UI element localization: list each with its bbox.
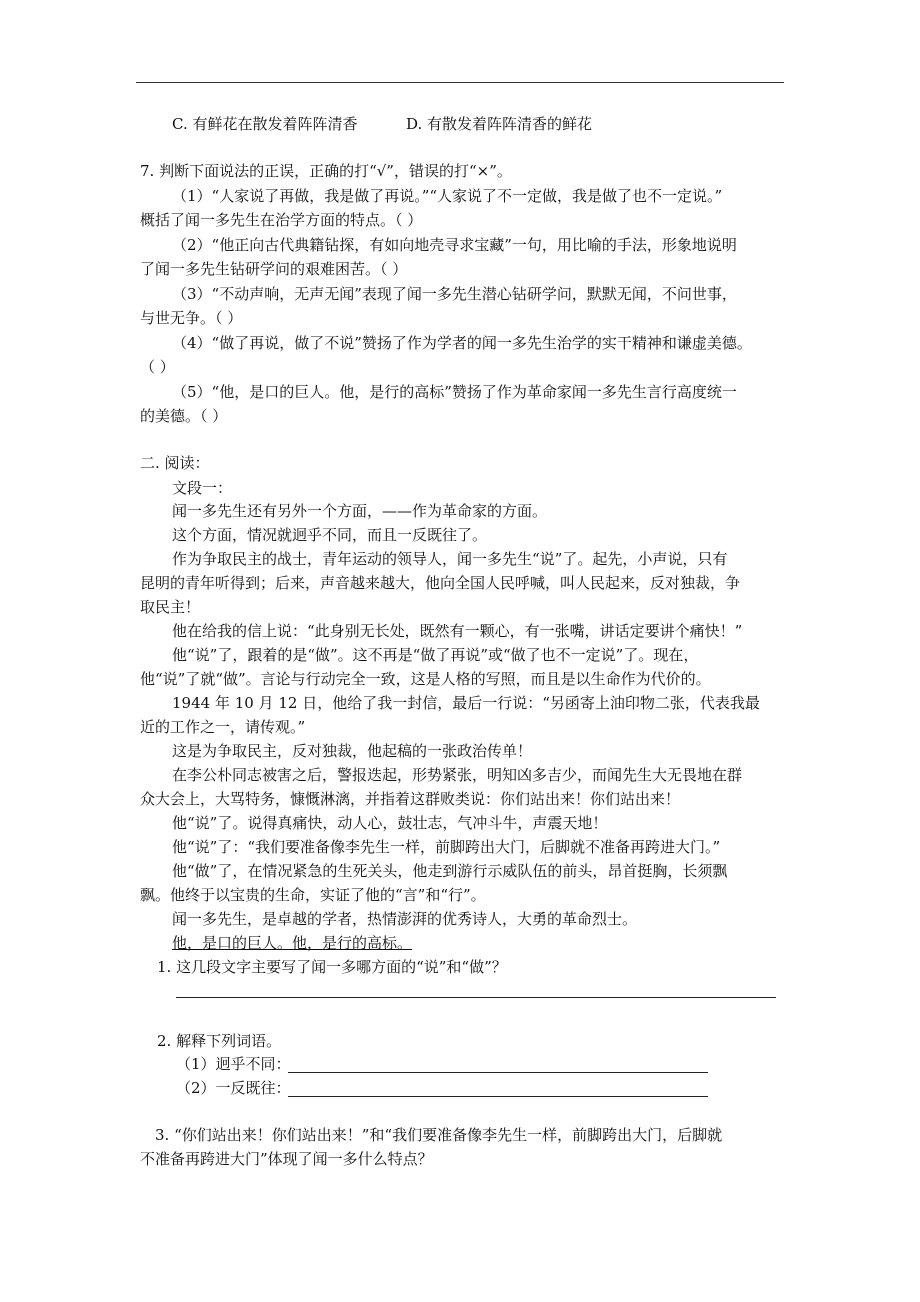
paragraph-5-line-1: 他“说”了，跟着的是“做”。这不再是“做了再说”或“做了也不一定说”了。现在， xyxy=(172,646,699,664)
paragraph-1: 闻一多先生还有另外一个方面，——作为革命家的方面。 xyxy=(172,502,548,520)
paragraph-3-line-1: 作为争取民主的战士，青年运动的领导人，闻一多先生“说”了。起先，小声说，只有 xyxy=(172,550,728,568)
q7-item-5-line-1: （5）“他，是口的巨人。他，是行的高标”赞扬了作为革命家闻一多先生言行高度统一 xyxy=(172,383,737,401)
paragraph-9: 他“说”了。说得真痛快，动人心，鼓壮志，气冲斗牛，声震天地！ xyxy=(172,814,608,832)
q7-item-3-line-1: （3）“不动声响，无声无闻”表现了闻一多先生潜心钻研学问，默默无闻，不问世事， xyxy=(172,285,737,303)
q7-item-1-line-2: 概括了闻一多先生在治学方面的特点。（ ） xyxy=(140,211,423,229)
paragraph-11-line-2: 飘。他终于以宝贵的生命，实证了他的“言”和“行”。 xyxy=(140,886,486,904)
question-2-item-1: （1）迥乎不同： xyxy=(176,1055,291,1073)
question-2-item-1-answer-line[interactable] xyxy=(288,1072,708,1073)
question-1: 1. 这几段文字主要写了闻一多哪方面的“说”和“做”？ xyxy=(157,958,507,976)
paragraph-8-line-1: 在李公朴同志被害之后，警报迭起，形势紧张，明知凶多吉少，而闻先生大无畏地在群 xyxy=(172,766,743,784)
question-3-line-2: 不准备再跨进大门”体现了闻一多什么特点？ xyxy=(140,1150,433,1168)
paragraph-10: 他“说”了：“我们要准备像李先生一样，前脚跨出大门，后脚就不准备再跨进大门。” xyxy=(172,838,721,856)
q7-item-4-line-1: （4）“做了再说，做了不说”赞扬了作为学者的闻一多先生治学的实干精神和谦虚美德。 xyxy=(172,334,752,352)
header-rule xyxy=(136,82,784,83)
q7-item-2-line-2: 了闻一多先生钻研学问的艰难困苦。（ ） xyxy=(140,260,408,278)
paragraph-7: 这是为争取民主，反对独裁，他起稿的一张政治传单！ xyxy=(172,742,533,760)
question-1-answer-line[interactable] xyxy=(176,997,776,998)
option-d: D. 有散发着阵阵清香的鲜花 xyxy=(406,115,593,133)
q7-item-2-line-1: （2）“他正向古代典籍钻探，有如向地壳寻求宝藏”一句，用比喻的手法，形象地说明 xyxy=(172,236,737,254)
paragraph-3-line-2: 昆明的青年听得到；后来，声音越来越大，他向全国人民呼喊，叫人民起来，反对独裁，争 xyxy=(140,574,741,592)
question-7-title: 7. 判断下面说法的正误，正确的打“√”，错误的打“×”。 xyxy=(140,162,512,180)
q7-item-1-line-1: （1）“人家说了再做，我是做了再说。”“人家说了不一定做，我是做了也不一定说。” xyxy=(172,187,723,205)
paragraph-3-line-3: 取民主！ xyxy=(140,598,201,616)
question-2-item-2: （2）一反既往： xyxy=(176,1079,291,1097)
question-3-line-1: 3. “你们站出来！你们站出来！”和“我们要准备像李先生一样，前脚跨出大门，后脚就 xyxy=(155,1126,723,1144)
q7-item-5-line-2: 的美德。（ ） xyxy=(140,407,228,425)
paragraph-4: 他在给我的信上说：“此身别无长处，既然有一颗心，有一张嘴，讲话定要讲个痛快！” xyxy=(172,622,743,640)
paragraph-11-line-1: 他“做”了，在情况紧急的生死关头，他走到游行示威队伍的前头，昂首挺胸，长须飘 xyxy=(172,862,728,880)
question-2-item-2-answer-line[interactable] xyxy=(288,1096,708,1097)
question-2: 2. 解释下列词语。 xyxy=(157,1032,282,1050)
reading-heading: 二. 阅读： xyxy=(140,454,210,472)
option-c: C. 有鲜花在散发着阵阵清香 xyxy=(172,115,358,133)
paragraph-8-line-2: 众大会上，大骂特务，慷慨淋漓，并指着这群败类说：你们站出来！你们站出来！ xyxy=(140,790,681,808)
paragraph-13-underlined: 他，是口的巨人。他，是行的高标。 xyxy=(172,934,413,952)
paragraph-5-line-2: 他“说”了就“做”。言论与行动完全一致，这是人格的写照，而且是以生命作为代价的。 xyxy=(140,670,711,688)
q7-item-3-line-2: 与世无争。（ ） xyxy=(140,309,243,327)
reading-section-label: 文段一： xyxy=(172,479,233,497)
paragraph-6-line-1: 1944 年 10 月 12 日，他给了我一封信，最后一行说：“另函寄上油印物二张，代表我最 xyxy=(172,694,760,712)
q7-item-4-line-2: （ ） xyxy=(140,358,175,376)
paragraph-6-line-2: 近的工作之一，请传观。” xyxy=(140,718,306,736)
paragraph-12: 闻一多先生，是卓越的学者，热情澎湃的优秀诗人，大勇的革命烈士。 xyxy=(172,910,638,928)
paragraph-2: 这个方面，情况就迥乎不同，而且一反既往了。 xyxy=(172,526,488,544)
